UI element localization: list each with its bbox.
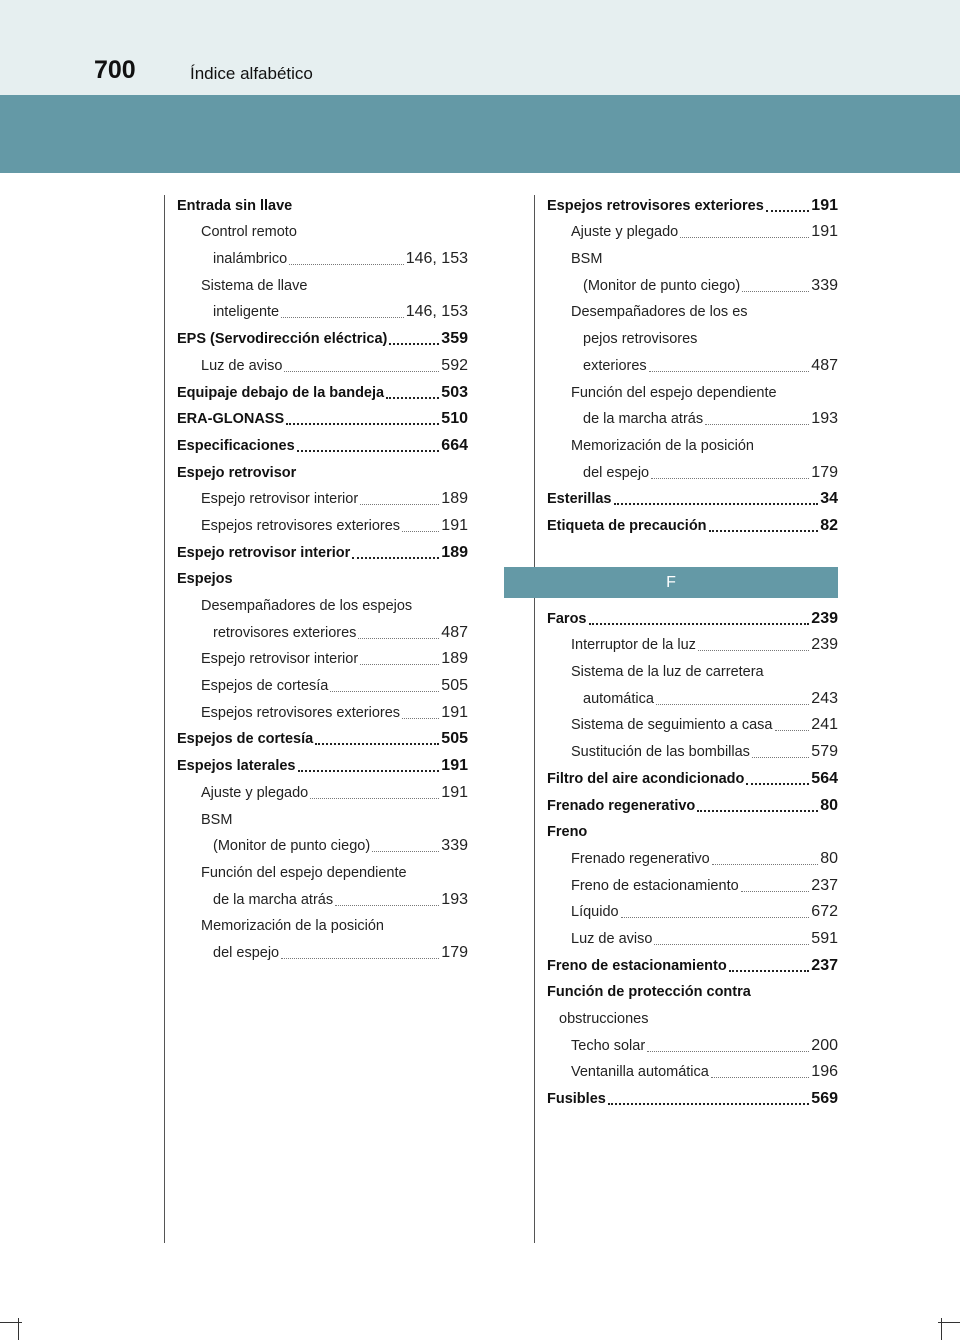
index-entry-text: BSM — [571, 251, 603, 268]
index-entry — [547, 1082, 838, 1109]
index-entry-page: 189 — [441, 490, 468, 508]
index-entry-page: 487 — [441, 623, 468, 641]
index-entry-text: Sistema de seguimiento a casa — [571, 717, 773, 734]
index-entry-page: 510 — [441, 410, 468, 428]
index-entry — [177, 403, 468, 430]
index-entry — [177, 322, 468, 349]
index-entry-text: Control remoto — [201, 224, 297, 241]
dot-leader — [649, 371, 810, 372]
index-column-left — [177, 189, 468, 963]
index-entry-page: 200 — [811, 1036, 838, 1054]
index-entry-text: Frenado regenerativo — [547, 797, 696, 814]
index-entry-text: Filtro del aire acondicionado — [547, 770, 745, 787]
index-entry-page: 146, 153 — [405, 250, 468, 268]
index-entry — [547, 322, 838, 349]
index-entry-text: Función del espejo dependiente — [201, 864, 407, 881]
index-entry-page: 191 — [441, 757, 468, 775]
index-entry — [177, 936, 468, 963]
column-divider-middle — [534, 195, 535, 1243]
dot-leader — [386, 397, 439, 399]
index-entry-text: Equipaje debajo de la bandeja — [177, 384, 385, 401]
index-entry — [547, 869, 838, 896]
index-entry-text: Faros — [547, 610, 587, 627]
index-entry — [547, 483, 838, 510]
index-entry — [547, 403, 838, 430]
index-entry-page: 241 — [811, 716, 838, 734]
index-entry — [547, 189, 838, 216]
index-entry-text: inalámbrico — [213, 251, 288, 268]
index-entry-page: 191 — [811, 196, 838, 214]
index-entry-text: Frenado regenerativo — [571, 850, 710, 867]
index-entry-text: automática — [583, 690, 654, 707]
index-entry-page: 239 — [811, 636, 838, 654]
index-entry-page: 503 — [441, 383, 468, 401]
index-entry — [547, 216, 838, 243]
index-entry — [177, 509, 468, 536]
dot-leader — [310, 798, 439, 799]
dot-leader — [402, 531, 439, 532]
dot-leader — [402, 718, 439, 719]
index-entry — [547, 922, 838, 949]
dot-leader — [608, 1103, 809, 1105]
dot-leader — [286, 423, 439, 425]
dot-leader — [651, 478, 809, 479]
index-entry — [177, 216, 468, 243]
index-entry — [177, 536, 468, 563]
index-entry-text: Desempañadores de los es — [571, 304, 748, 321]
index-entry-page: 82 — [820, 516, 838, 534]
index-entry — [547, 376, 838, 403]
index-entry-text: Memorización de la posición — [201, 918, 384, 935]
index-entry-text: Etiqueta de precaución — [547, 517, 707, 534]
index-entry-text: Esterillas — [547, 491, 612, 508]
dot-leader — [589, 623, 810, 625]
crop-mark — [18, 1318, 19, 1340]
index-entry-page: 505 — [441, 677, 468, 695]
index-entry — [177, 616, 468, 643]
index-entry — [547, 349, 838, 376]
index-entry — [547, 789, 838, 816]
index-entry — [547, 655, 838, 682]
index-entry-text: retrovisores exteriores — [213, 624, 357, 641]
dot-leader — [697, 810, 818, 812]
index-entry — [547, 762, 838, 789]
index-entry — [547, 242, 838, 269]
dot-leader — [284, 371, 439, 372]
index-entry-text: Función del espejo dependiente — [571, 384, 777, 401]
index-entry-text: Luz de aviso — [571, 930, 653, 947]
index-entry-page: 191 — [811, 223, 838, 241]
index-entry-page: 237 — [811, 876, 838, 894]
dot-leader — [281, 958, 439, 959]
index-entry — [547, 682, 838, 709]
index-entry-text: Ajuste y plegado — [201, 784, 309, 801]
index-entry-text: Espejo retrovisor interior — [177, 544, 351, 561]
dot-leader — [621, 917, 810, 918]
index-entry-text: (Monitor de punto ciego) — [213, 838, 371, 855]
index-entry-page: 239 — [811, 609, 838, 627]
page-title: Índice alfabético — [190, 64, 313, 83]
index-entry — [177, 483, 468, 510]
index-entry — [177, 749, 468, 776]
index-entry-page: 591 — [811, 929, 838, 947]
index-entry-page: 193 — [441, 890, 468, 908]
index-entry-text: Entrada sin llave — [177, 197, 293, 214]
index-entry — [547, 1056, 838, 1083]
section-letter-header — [504, 567, 838, 598]
index-entry-text: Espejos de cortesía — [201, 678, 329, 695]
index-entry-text: BSM — [201, 811, 233, 828]
index-entry — [547, 735, 838, 762]
index-entry — [177, 910, 468, 937]
index-entry-text: obstrucciones — [559, 1011, 649, 1027]
index-entry-page: 564 — [811, 769, 838, 787]
index-entry-page: 672 — [811, 903, 838, 921]
index-entry-text: Ajuste y plegado — [571, 224, 679, 241]
index-entry-text: del espejo — [583, 464, 650, 481]
index-entry — [547, 429, 838, 456]
index-entry-page: 189 — [441, 543, 468, 561]
index-entry-page: 339 — [811, 276, 838, 294]
header-band — [0, 95, 960, 173]
dot-leader — [614, 503, 819, 505]
dot-leader — [775, 730, 810, 731]
index-entry-page: 146, 153 — [405, 303, 468, 321]
dot-leader — [711, 1077, 809, 1078]
index-entry-text: Techo solar — [571, 1037, 646, 1054]
index-entry-text: Ventanilla automática — [571, 1064, 709, 1081]
index-entry — [177, 803, 468, 830]
index-entry-text: ERA-GLONASS — [177, 411, 285, 428]
index-entry-page: 359 — [441, 330, 468, 348]
index-column-right-bottom — [547, 602, 838, 1109]
dot-leader — [281, 317, 404, 318]
index-entry — [177, 830, 468, 857]
index-entry-text: Espejos — [177, 571, 233, 588]
dot-leader — [741, 891, 810, 892]
index-column-right-top — [547, 189, 838, 536]
index-entry — [177, 189, 468, 216]
index-entry-page: 505 — [441, 730, 468, 748]
dot-leader — [712, 864, 819, 865]
crop-mark — [941, 1318, 942, 1340]
index-entry — [547, 842, 838, 869]
index-entry-text: Espejos laterales — [177, 758, 296, 775]
index-entry — [547, 949, 838, 976]
index-entry-page: 191 — [441, 516, 468, 534]
index-entry — [177, 429, 468, 456]
dot-leader — [698, 650, 809, 651]
index-entry — [547, 1029, 838, 1056]
dot-leader — [360, 504, 439, 505]
index-entry-text: Freno de estacionamiento — [571, 877, 739, 894]
index-entry-page: 191 — [441, 703, 468, 721]
dot-leader — [315, 743, 439, 745]
index-entry — [177, 242, 468, 269]
dot-leader — [752, 757, 809, 758]
index-entry-text: Sistema de llave — [201, 277, 308, 294]
dot-leader — [766, 210, 809, 212]
index-entry-text: Líquido — [571, 904, 619, 921]
dot-leader — [729, 970, 810, 972]
index-entry-page: 664 — [441, 436, 468, 454]
index-entry-page: 189 — [441, 650, 468, 668]
dot-leader — [647, 1051, 809, 1052]
index-entry-text: Espejos de cortesía — [177, 731, 314, 748]
index-entry-text: Especificaciones — [177, 437, 295, 454]
index-entry — [177, 376, 468, 403]
index-entry-text: Espejo retrovisor interior — [201, 651, 359, 668]
index-entry-text: Espejos retrovisores exteriores — [201, 517, 401, 534]
index-entry-text: del espejo — [213, 944, 280, 961]
index-entry-page: 487 — [811, 356, 838, 374]
index-entry-page: 243 — [811, 689, 838, 707]
index-entry-text: de la marcha atrás — [583, 411, 704, 428]
dot-leader — [298, 770, 440, 772]
index-entry — [177, 643, 468, 670]
dot-leader — [709, 530, 819, 532]
index-entry — [547, 1002, 838, 1029]
page-number: 700 — [94, 56, 136, 84]
index-entry — [177, 883, 468, 910]
index-entry-text: Sustitución de las bombillas — [571, 744, 750, 761]
index-entry — [547, 602, 838, 629]
index-entry-text: Memorización de la posición — [571, 437, 754, 454]
index-entry-page: 34 — [820, 490, 838, 508]
dot-leader — [360, 664, 439, 665]
index-entry-text: Espejo retrovisor interior — [201, 491, 359, 508]
index-entry-page: 569 — [811, 1090, 838, 1108]
index-entry-text: exteriores — [583, 357, 647, 374]
index-entry-page: 196 — [811, 1063, 838, 1081]
index-entry-page: 592 — [441, 356, 468, 374]
index-entry-text: Luz de aviso — [201, 357, 283, 374]
index-entry-text: Freno — [547, 824, 588, 841]
index-entry-page: 179 — [441, 943, 468, 961]
dot-leader — [746, 783, 809, 785]
dot-leader — [335, 905, 439, 906]
index-entry-text: Función de protección contra — [547, 984, 751, 1001]
dot-leader — [654, 944, 809, 945]
index-entry-text: Espejos retrovisores exteriores — [547, 197, 764, 214]
index-entry — [177, 296, 468, 323]
index-entry-text: de la marcha atrás — [213, 891, 334, 908]
index-entry — [177, 563, 468, 590]
dot-leader — [389, 343, 439, 345]
index-entry-text: Interruptor de la luz — [571, 637, 696, 654]
index-entry-text: Desempañadores de los espejos — [201, 598, 413, 614]
index-entry-page: 191 — [441, 783, 468, 801]
index-entry-text: Freno de estacionamiento — [547, 957, 727, 974]
dot-leader — [330, 691, 439, 692]
index-entry — [547, 976, 838, 1003]
index-entry — [547, 296, 838, 323]
index-entry-text: Espejo retrovisor — [177, 464, 297, 481]
section-letter: F — [666, 573, 676, 591]
index-entry — [177, 776, 468, 803]
index-entry — [547, 629, 838, 656]
dot-leader — [742, 291, 809, 292]
index-entry-page: 80 — [820, 849, 838, 867]
dot-leader — [297, 450, 440, 452]
index-entry-text: EPS (Servodirección eléctrica) — [177, 331, 388, 348]
index-entry — [547, 709, 838, 736]
index-entry-page: 237 — [811, 956, 838, 974]
index-entry-text: Sistema de la luz de carretera — [571, 664, 764, 681]
index-entry-text: Fusibles — [547, 1091, 606, 1108]
index-entry-text: inteligente — [213, 304, 280, 321]
index-entry — [177, 269, 468, 296]
index-entry — [547, 896, 838, 923]
dot-leader — [372, 851, 439, 852]
index-entry — [177, 456, 468, 483]
index-entry — [547, 816, 838, 843]
page-header — [0, 0, 960, 95]
index-entry-text: (Monitor de punto ciego) — [583, 277, 741, 294]
index-entry — [177, 723, 468, 750]
index-entry — [177, 856, 468, 883]
index-entry — [547, 456, 838, 483]
dot-leader — [705, 424, 809, 425]
index-entry-text: pejos retrovisores — [583, 331, 698, 348]
index-entry — [177, 349, 468, 376]
index-entry-page: 339 — [441, 837, 468, 855]
index-entry — [177, 589, 468, 616]
dot-leader — [352, 557, 439, 559]
index-entry-text: Espejos retrovisores exteriores — [201, 704, 401, 721]
dot-leader — [680, 237, 809, 238]
index-entry — [177, 696, 468, 723]
index-entry — [547, 509, 838, 536]
index-entry — [177, 669, 468, 696]
dot-leader — [656, 704, 809, 705]
index-entry-page: 179 — [811, 463, 838, 481]
dot-leader — [358, 638, 439, 639]
index-entry-page: 579 — [811, 743, 838, 761]
index-entry-page: 193 — [811, 410, 838, 428]
index-entry-page: 80 — [820, 796, 838, 814]
index-entry — [547, 269, 838, 296]
column-divider-left — [164, 195, 165, 1243]
dot-leader — [289, 264, 404, 265]
